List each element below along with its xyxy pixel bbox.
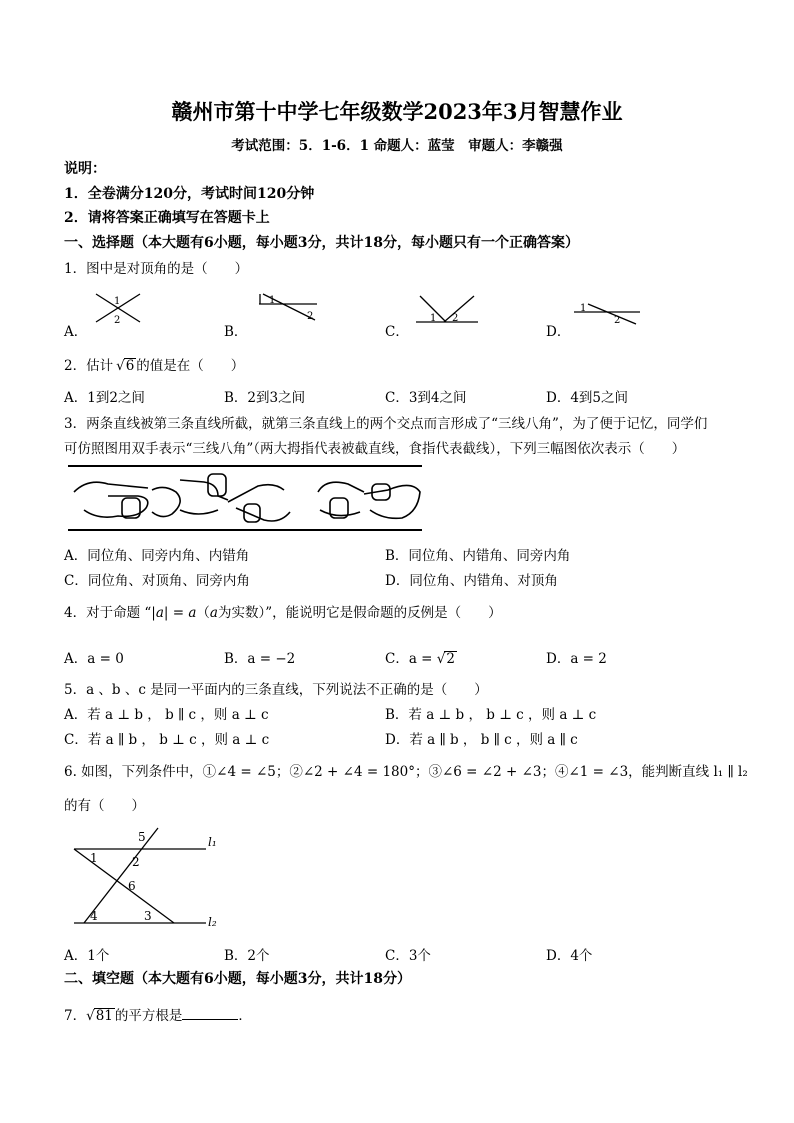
q7-end: ． (238, 1008, 252, 1024)
angle-label: 2 (452, 313, 459, 324)
q4-option-c-prefix: C．a = (385, 651, 437, 667)
angle-label: 1 (580, 303, 587, 314)
answer-blank[interactable] (182, 1007, 238, 1020)
q1-option-d: D． (546, 324, 571, 340)
q5-option-b: B．若 a ⊥ b ， b ⊥ c ，则 a ⊥ c (385, 707, 597, 723)
q3-option-b: B．同位角、内错角、同旁内角 (385, 548, 571, 564)
angle-label: 6 (128, 879, 136, 893)
q7-suffix: 的平方根是 (114, 1008, 183, 1024)
q2-radicand: 6 (125, 358, 135, 374)
line-label: l₁ (208, 835, 217, 849)
q5-option-c: C．若 a ∥ b ， b ⊥ c ，则 a ⊥ c (64, 732, 270, 748)
angle-label: 2 (114, 315, 121, 326)
angle-label: 5 (138, 830, 146, 844)
angle-label: 1 (114, 296, 121, 307)
q4-option-c-radicand: 2 (446, 651, 455, 667)
section-heading: 二、填空题（本大题有6小题，每小题3分，共计18分） (64, 971, 411, 987)
q2-option-a: A．1到2之间 (64, 390, 145, 406)
q6-parallel-lines-figure (70, 826, 230, 934)
page-title: 赣州市第十中学七年级数学2023年3月智慧作业 (171, 99, 623, 124)
note-item: 1．全卷满分120分，考试时间120分钟 (64, 186, 315, 202)
q2-option-b: B．2到3之间 (224, 390, 306, 406)
q3-hands-figure (68, 462, 424, 534)
question-3-line: 可仿照图用双手表示“三线八角”（两大拇指代表被截直线，食指代表截线），下列三幅图依次表示（ ） (64, 441, 686, 457)
q6-option-a: A．1个 (64, 948, 110, 964)
q7-prefix: 7． (64, 1008, 87, 1024)
question-2-stem: 2．估计 √6 的值是在（ ） (64, 358, 245, 374)
q3-option-c: C．同位角、对顶角、同旁内角 (64, 573, 250, 589)
exam-scope: 考试范围：5．1-6．1 命题人：蓝莹 审题人：李赣强 (231, 138, 563, 154)
q3-option-a: A．同位角、同旁内角、内错角 (64, 548, 250, 564)
question-5-stem: 5．a 、b 、c 是同一平面内的三条直线，下列说法不正确的是（ ） (64, 682, 488, 698)
q1-figure-b (255, 290, 321, 326)
q1-figure-d (570, 298, 642, 328)
q4-abs-expression: |a| = a (151, 605, 197, 621)
angle-label: 2 (614, 315, 621, 326)
q1-figure-c (414, 292, 480, 328)
q7-radicand: 81 (95, 1008, 113, 1024)
angle-label: 2 (132, 855, 140, 869)
q1-option-a: A． (64, 324, 88, 340)
q4-stem-text: 为实数）”，能说明它是假命题的反例是（ ） (217, 605, 502, 621)
q6-option-b: B．2个 (224, 948, 270, 964)
note-item: 2．请将答案正确填写在答题卡上 (64, 210, 270, 226)
question-6-line: 的有（ ） (64, 798, 145, 814)
q4-stem-text: 4．对于命题 “ (64, 605, 152, 621)
question-6-line: 6. 如图，下列条件中，①∠4 = ∠5；②∠2 + ∠4 = 180°；③∠6 = ∠2 + ∠3；④∠1 = ∠3，能判断直线 l₁ ∥ l₂ (64, 764, 748, 780)
q4-stem-text: （ (196, 605, 210, 621)
q5-option-a: A．若 a ⊥ b ， b ∥ c ，则 a ⊥ c (64, 707, 269, 723)
q1-option-b: B． (224, 324, 248, 340)
section-heading: 一、选择题（本大题有6小题，每小题3分，共计18分，每小题只有一个正确答案） (64, 235, 579, 251)
q2-option-c: C．3到4之间 (385, 390, 467, 406)
angle-label: 4 (90, 909, 98, 923)
q2-stem-text: 的值是在（ ） (136, 358, 245, 374)
question-1-stem: 1．图中是对顶角的是（ ） (64, 261, 249, 277)
q1-option-c: C． (385, 324, 409, 340)
q6-option-c: C．3个 (385, 948, 431, 964)
angle-label: 1 (90, 851, 98, 865)
question-3-line: 3．两条直线被第三条直线所截，就第三条直线上的两个交点而言形成了“三线八角”，为了便于记忆，同学们 (64, 416, 708, 432)
angle-label: 2 (307, 311, 314, 322)
angle-label: 3 (144, 909, 152, 923)
line-label: l₂ (208, 915, 217, 929)
q2-option-d: D．4到5之间 (546, 390, 629, 406)
notes-heading: 说明： (64, 161, 106, 177)
question-4-stem (64, 601, 502, 621)
q4-option-d: D．a = 2 (546, 651, 607, 667)
q6-option-d: D．4个 (546, 948, 593, 964)
q3-option-d: D．同位角、内错角、对顶角 (385, 573, 558, 589)
q5-option-d: D．若 a ∥ b ， b ∥ c ，则 a ∥ c (385, 732, 578, 748)
q4-option-a: A．a = 0 (64, 651, 124, 667)
question-7: 7．√81 的平方根是 ． (64, 1008, 252, 1024)
angle-label: 1 (269, 295, 276, 306)
q4-variable: a (209, 605, 218, 621)
q4-option-c: C．a = √2 (385, 651, 455, 667)
angle-label: 1 (430, 313, 437, 324)
q4-option-b: B．a = −2 (224, 651, 296, 667)
q2-stem-text: 2．估计 (64, 358, 114, 374)
q1-figure-a (92, 290, 144, 326)
